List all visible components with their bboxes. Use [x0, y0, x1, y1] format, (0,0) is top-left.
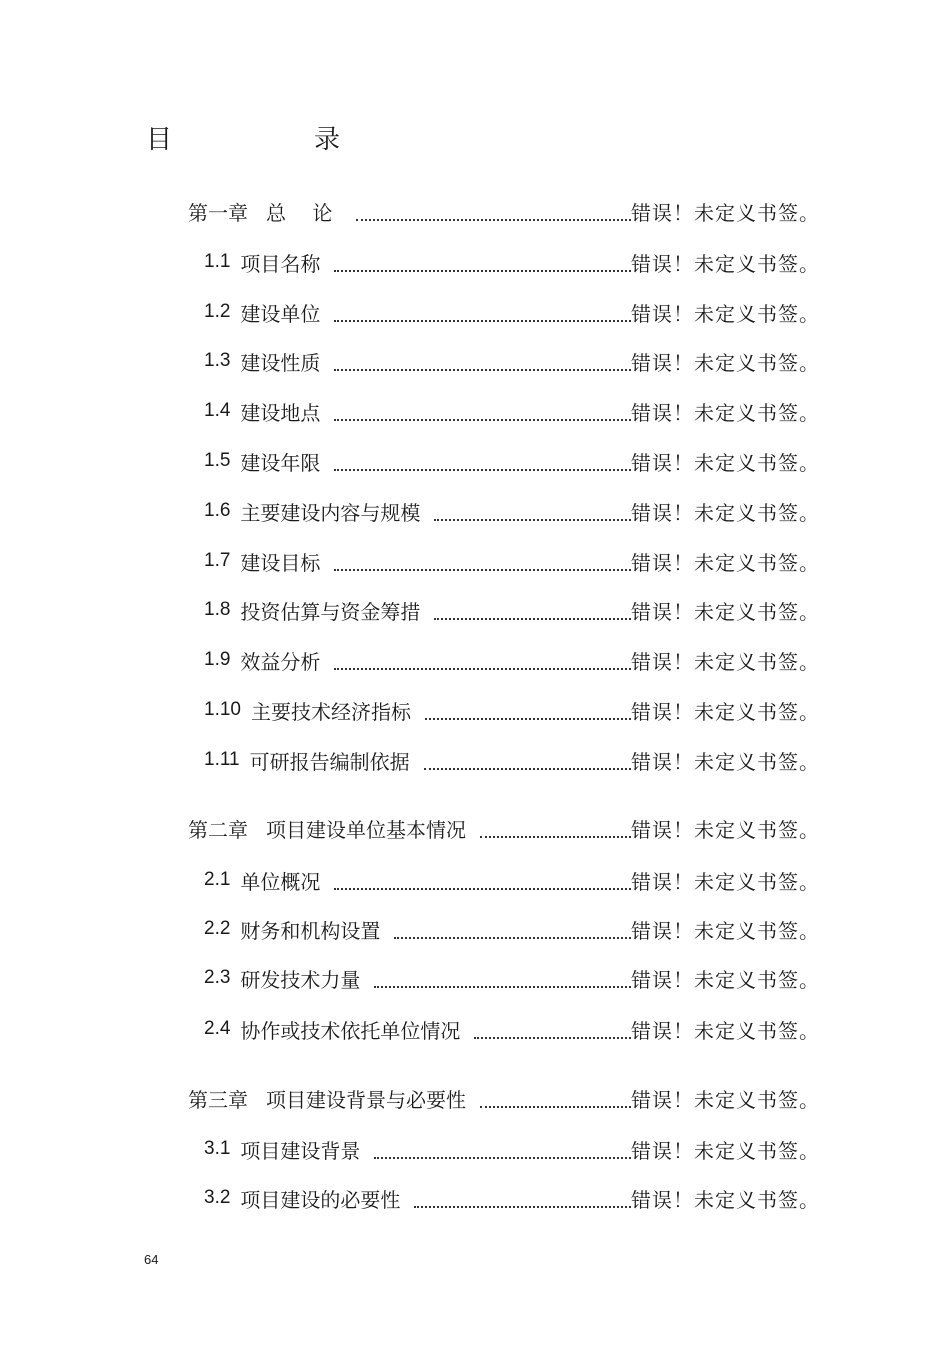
toc-entry-2-2[interactable]: [204, 914, 820, 944]
toc-heading: 项目建设背景: [240, 1138, 361, 1163]
toc-number: 第三章: [188, 1087, 248, 1112]
dot-leader: [394, 927, 631, 939]
dot-leader: [424, 758, 631, 770]
toc-heading: 研发技术力量: [240, 967, 361, 992]
toc-number: 3.2: [204, 1187, 231, 1208]
toc-number: 2.4: [204, 1018, 231, 1039]
toc-entry-3-2[interactable]: [204, 1183, 820, 1213]
dot-leader: [334, 310, 631, 322]
dot-leader: [480, 1096, 631, 1108]
toc-page-ref: 错误！未定义书签。: [631, 967, 820, 992]
toc-page-ref: 错误！未定义书签。: [631, 1138, 820, 1163]
toc-heading: 建设单位: [240, 301, 321, 326]
toc-heading: 协作或技术依托单位情况: [240, 1018, 461, 1043]
toc-entry-1-2[interactable]: [204, 297, 820, 327]
toc-heading: 建设年限: [240, 450, 321, 475]
dot-leader: [374, 1147, 631, 1159]
dot-leader: [374, 976, 631, 988]
dot-leader: [334, 878, 631, 890]
toc-entry-3-1[interactable]: [204, 1134, 820, 1164]
toc-page-ref: 错误！未定义书签。: [631, 918, 820, 943]
toc-label: [204, 1135, 360, 1164]
toc-number: 1.9: [204, 649, 231, 670]
toc-page-ref: 错误！未定义书签。: [631, 1087, 820, 1112]
toc-entry-1-3[interactable]: [204, 346, 820, 376]
toc-label: [188, 197, 342, 226]
dot-leader: [434, 608, 631, 620]
toc-page-ref: 错误！未定义书签。: [631, 699, 820, 724]
toc-label: [204, 964, 360, 993]
toc-page-ref: 错误！未定义书签。: [631, 301, 820, 326]
toc-page-ref: 错误！未定义书签。: [631, 251, 820, 276]
dot-leader: [425, 708, 631, 720]
toc-number: 第二章: [188, 817, 248, 842]
dot-leader: [334, 260, 631, 272]
toc-heading: 建设性质: [240, 350, 321, 375]
toc-entry-chapter-2[interactable]: [188, 813, 820, 843]
toc-entry-1-8[interactable]: [204, 595, 820, 625]
dot-leader: [474, 1027, 631, 1039]
toc-heading: 项目建设单位基本情况: [266, 817, 466, 842]
toc-label: [204, 547, 320, 576]
toc-page-ref: 错误！未定义书签。: [631, 817, 820, 842]
toc-label: [204, 497, 420, 526]
toc-entry-1-4[interactable]: [204, 396, 820, 426]
toc-heading: 主要技术经济指标: [250, 699, 411, 724]
toc-number: 2.2: [204, 918, 231, 939]
toc-entry-1-7[interactable]: [204, 546, 820, 576]
toc-entry-2-1[interactable]: [204, 865, 820, 895]
toc-page-ref: 错误！未定义书签。: [631, 400, 820, 425]
toc-label: [204, 646, 320, 675]
dot-leader: [334, 459, 631, 471]
toc-entry-chapter-1[interactable]: [188, 196, 820, 226]
dot-leader: [334, 658, 631, 670]
toc-page-ref: 错误！未定义书签。: [631, 1018, 820, 1043]
dot-leader: [480, 826, 631, 838]
toc-entry-1-9[interactable]: [204, 645, 820, 675]
toc-label: [204, 1015, 460, 1044]
toc-label: [188, 814, 466, 843]
toc-heading: 可研报告编制依据: [249, 749, 410, 774]
dot-leader: [356, 209, 631, 221]
dot-leader: [414, 1196, 631, 1208]
toc-page-ref: 错误！未定义书签。: [631, 200, 820, 225]
toc-number: 1.1: [204, 251, 231, 272]
toc-label: [204, 298, 320, 327]
toc-label: [204, 596, 420, 625]
toc-page-ref: 错误！未定义书签。: [631, 869, 820, 894]
toc-heading: 建设地点: [240, 400, 321, 425]
toc-number: 2.1: [204, 869, 231, 890]
toc-page-ref: 错误！未定义书签。: [631, 749, 820, 774]
dot-leader: [434, 509, 631, 521]
toc-label: [204, 248, 320, 277]
toc-number: 1.6: [204, 500, 231, 521]
toc-entry-2-3[interactable]: [204, 963, 820, 993]
toc-heading: 单位概况: [240, 869, 321, 894]
toc-number: 2.3: [204, 967, 231, 988]
toc-number: 1.11: [204, 749, 240, 770]
toc-title: 目 录: [146, 125, 399, 155]
toc-label: [204, 746, 410, 775]
toc-entry-2-4[interactable]: [204, 1014, 820, 1044]
toc-entry-1-11[interactable]: [204, 745, 820, 775]
toc-entry-1-10[interactable]: [204, 695, 820, 725]
toc-page-ref: 错误！未定义书签。: [631, 500, 820, 525]
toc-entry-1-5[interactable]: [204, 446, 820, 476]
toc-number: 1.10: [204, 699, 241, 720]
toc-entry-1-1[interactable]: [204, 247, 820, 277]
page-number: 64: [144, 1252, 159, 1267]
toc-heading: 主要建设内容与规模: [240, 500, 421, 525]
toc-number: 1.8: [204, 599, 231, 620]
toc-label: [204, 347, 320, 376]
toc-heading: 项目建设背景与必要性: [266, 1087, 466, 1112]
dot-leader: [334, 409, 631, 421]
dot-leader: [334, 559, 631, 571]
toc-number: 1.3: [204, 350, 231, 371]
toc-page-ref: 错误！未定义书签。: [631, 350, 820, 375]
toc-page-ref: 错误！未定义书签。: [631, 649, 820, 674]
toc-number: 第一章: [188, 200, 248, 225]
toc-number: 1.4: [204, 400, 231, 421]
toc-number: 3.1: [204, 1138, 231, 1159]
toc-label: [204, 447, 320, 476]
toc-heading: 项目名称: [240, 251, 321, 276]
toc-page-ref: 错误！未定义书签。: [631, 550, 820, 575]
toc-label: [204, 866, 320, 895]
toc-number: 1.2: [204, 301, 231, 322]
toc-page-ref: 错误！未定义书签。: [631, 1187, 820, 1212]
toc-label: [204, 696, 411, 725]
toc-heading: 效益分析: [240, 649, 321, 674]
toc-entry-chapter-3[interactable]: [188, 1083, 820, 1113]
toc-heading: 财务和机构设置: [240, 918, 381, 943]
toc-label: [188, 1084, 466, 1113]
toc-label: [204, 1184, 400, 1213]
toc-label: [204, 397, 320, 426]
toc-heading: 项目建设的必要性: [240, 1187, 401, 1212]
toc-page-ref: 错误！未定义书签。: [631, 599, 820, 624]
toc-heading: 投资估算与资金筹措: [240, 599, 421, 624]
dot-leader: [334, 359, 631, 371]
toc-label: [204, 915, 380, 944]
toc-heading: 总 论: [266, 200, 343, 225]
toc-number: 1.7: [204, 550, 231, 571]
toc-page-ref: 错误！未定义书签。: [631, 450, 820, 475]
toc-heading: 建设目标: [240, 550, 321, 575]
toc-entry-1-6[interactable]: [204, 496, 820, 526]
toc-number: 1.5: [204, 450, 231, 471]
